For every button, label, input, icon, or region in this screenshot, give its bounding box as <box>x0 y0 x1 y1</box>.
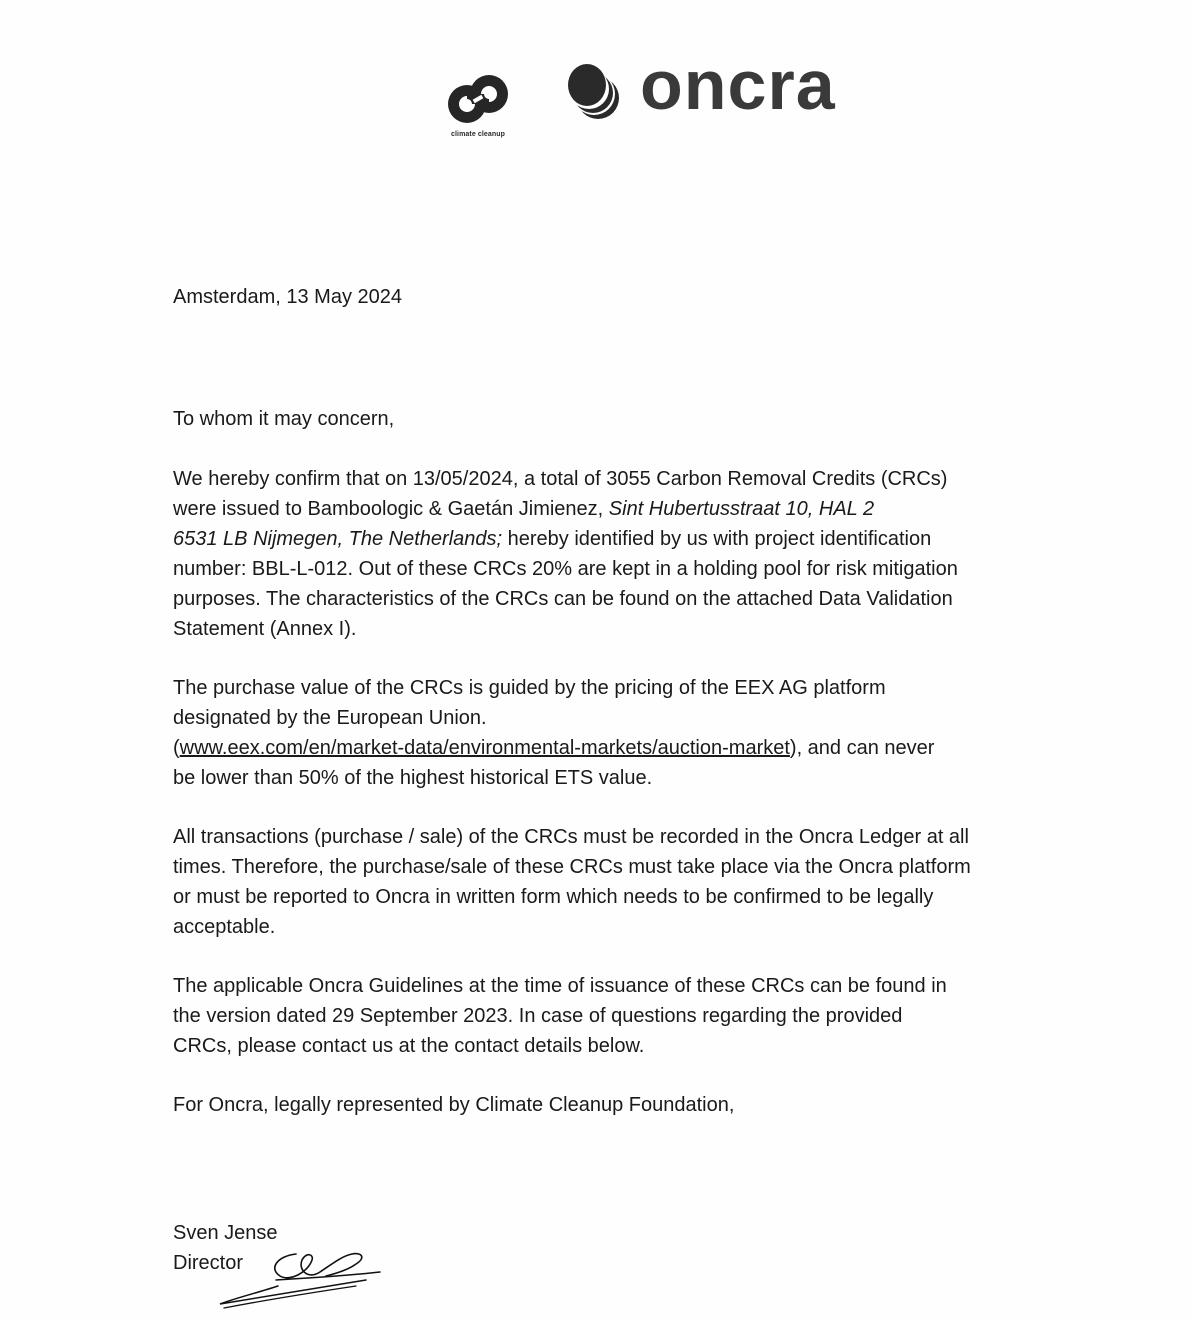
signatory-title: Director <box>173 1252 244 1274</box>
paragraph-line: purposes. The characteristics of the CRCs can be found on the attached Data Validation <box>173 588 953 610</box>
paragraph-line <box>173 733 1053 763</box>
climate-cleanup-icon <box>445 70 511 128</box>
project-id-intro: hereby identified by us with project identification <box>502 528 932 550</box>
address-line-1: Sint Hubertusstraat 10, HAL 2 <box>608 498 875 520</box>
paragraph-line: The applicable Oncra Guidelines at the time of issuance of these CRCs can be found in <box>173 975 947 997</box>
paragraph-line: times. Therefore, the purchase/sale of these CRCs must take place via the Oncra platform <box>173 856 971 878</box>
eex-auction-market-link[interactable]: www.eex.com/en/market-data/environmental-markets/auction-market <box>179 737 790 759</box>
closing-line: For Oncra, legally represented by Climate Cleanup Foundation, <box>173 1094 735 1116</box>
oncra-wordmark: oncra <box>640 46 836 124</box>
paragraph-line: The purchase value of the CRCs is guided by the pricing of the EEX AG platform <box>173 677 886 699</box>
paragraph-line <box>173 524 1053 554</box>
address-line-2: 6531 LB Nijmegen, The Netherlands; <box>173 528 503 550</box>
letterhead-logos <box>440 46 880 146</box>
paren-open: ( <box>173 737 180 759</box>
paragraph-pricing <box>173 673 1053 793</box>
paragraph-line: be lower than 50% of the highest historical ETS value. <box>173 767 653 789</box>
paragraph-line: number: BBL-L-012. Out of these CRCs 20% are kept in a holding pool for risk mitigation <box>173 558 958 580</box>
paragraph-line <box>173 494 1053 524</box>
paragraph-transactions <box>173 822 1053 942</box>
paragraph-line: acceptable. <box>173 916 276 938</box>
paragraph-line: or must be reported to Oncra in written form which needs to be confirmed to be legally <box>173 886 934 908</box>
letter-body <box>173 404 1053 1149</box>
paragraph-line: We hereby confirm that on 13/05/2024, a total of 3055 Carbon Removal Credits (CRCs) <box>173 468 948 490</box>
letter-date: Amsterdam, 13 May 2024 <box>173 286 402 308</box>
paragraph-confirmation <box>173 464 1053 644</box>
signatory-name: Sven Jense <box>173 1222 278 1244</box>
paragraph-line: All transactions (purchase / sale) of the CRCs must be recorded in the Oncra Ledger at all <box>173 826 969 848</box>
pricing-continuation: ), and can never <box>789 737 935 759</box>
oncra-stacked-circles-icon <box>564 58 624 124</box>
paragraph-line: designated by the European Union. <box>173 707 487 729</box>
paragraph-line: Statement (Annex I). <box>173 618 357 640</box>
issued-to-text: were issued to Bamboologic & Gaetán Jimienez, <box>173 498 609 520</box>
paragraph-guidelines <box>173 971 1053 1061</box>
paragraph-line: CRCs, please contact us at the contact details below. <box>173 1035 645 1057</box>
handwritten-signature <box>216 1246 386 1312</box>
salutation: To whom it may concern, <box>173 408 395 430</box>
climate-cleanup-caption: climate cleanup <box>450 131 506 138</box>
paragraph-line: the version dated 29 September 2023. In case of questions regarding the provided <box>173 1005 903 1027</box>
climate-cleanup-logo <box>440 70 516 140</box>
